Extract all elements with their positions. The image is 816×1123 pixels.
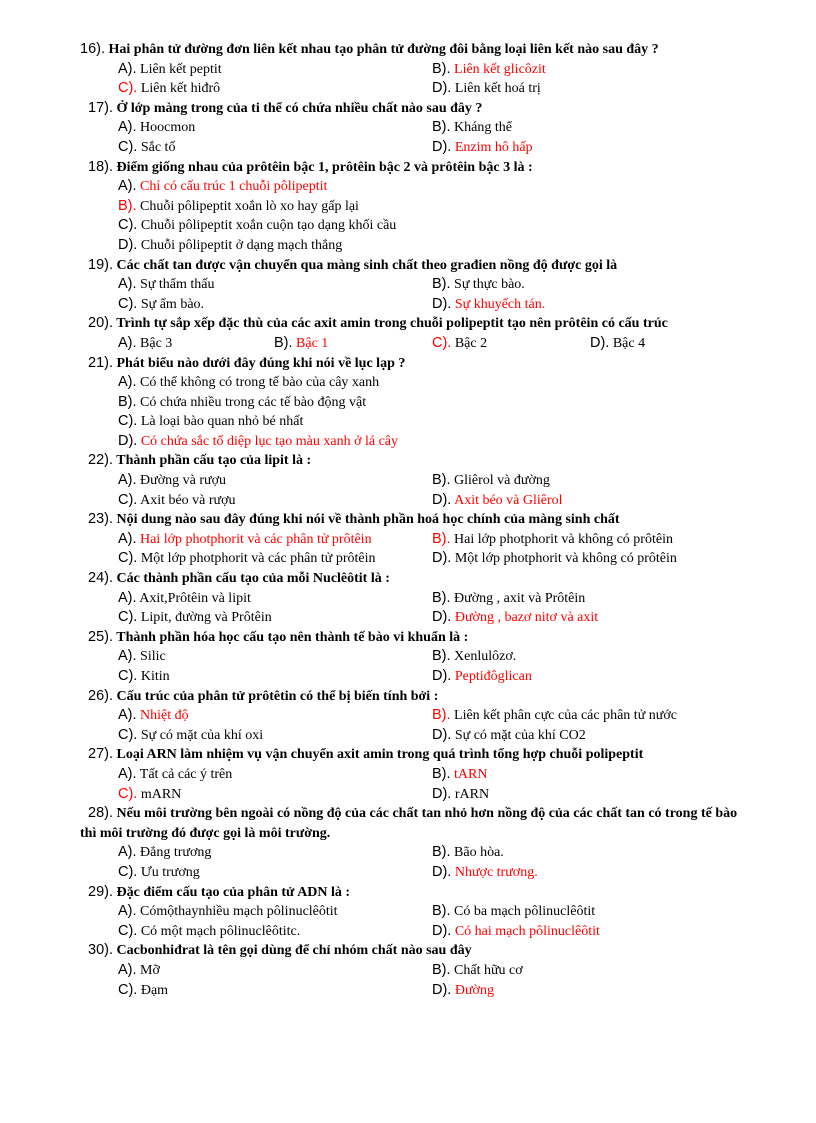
option-c[interactable]: C). Có một mạch pôlinuclêôtitc. <box>118 922 301 939</box>
option-row <box>0 647 816 667</box>
option-row <box>0 432 816 452</box>
option-d-answer[interactable]: D). Peptiđôglican <box>432 668 532 684</box>
option-b[interactable]: B). Liên kết phân cực của các phân tử nước <box>432 707 677 724</box>
option-row <box>0 667 816 687</box>
question-20: 20). Trình tự sắp xếp đặc thù của các axit amin trong chuỗi polipeptit tạo nên prôtêin có cấu trúc <box>88 315 668 332</box>
option-a-answer[interactable]: A). Hai lớp photphorit và các phân tử prôtêin <box>118 530 372 547</box>
question-text: Các chất tan được vận chuyển qua màng sinh chất theo građien nồng độ được gọi là <box>116 257 618 273</box>
question-text: Ở lớp màng trong của ti thể có chứa nhiều chất nào sau đây ? <box>116 100 483 116</box>
question-text: Trình tự sắp xếp đặc thù của các axit amin trong chuỗi polipeptit tạo nên prôtêin có cấu trúc <box>116 316 668 332</box>
question-text: Nội dung nào sau đây đúng khi nói về thành phần hoá học chính của màng sinh chất <box>116 512 620 528</box>
option-row <box>0 471 816 491</box>
option-a[interactable]: A). Bậc 3 <box>118 334 173 351</box>
question-text: Loại ARN làm nhiệm vụ vận chuyển axit amin trong quá trình tổng hợp chuỗi polipeptit <box>116 747 644 763</box>
option-row <box>0 236 816 256</box>
option-b[interactable]: B). Xenlulôzơ. <box>432 648 517 665</box>
option-c[interactable]: C). Kitin <box>118 668 170 684</box>
option-b-answer[interactable]: B). Liên kết glicôzit <box>432 60 546 77</box>
option-row <box>0 785 816 805</box>
question-text: Hai phân tử đường đơn liên kết nhau tạo phân tử đường đôi bằng loại liên kết nào sau đây ? <box>108 42 659 57</box>
question-28: 28). Nếu môi trường bên ngoài có nồng độ của các chất tan nhỏ hơn nồng độ của các chất tan có trong tế bào thì môi trường đó được gọi là môi trường. <box>80 805 738 841</box>
option-row <box>0 197 816 217</box>
option-row <box>0 706 816 726</box>
option-row <box>0 216 816 236</box>
option-row <box>0 726 816 746</box>
question-16: 16). Hai phân tử đường đơn liên kết nhau tạo phân tử đường đôi bằng loại liên kết nào sau đây ? <box>80 41 659 57</box>
option-d-answer[interactable]: D). Nhược trương. <box>432 863 538 880</box>
option-a[interactable]: A). Liên kết peptit <box>118 60 222 77</box>
option-a[interactable]: A). Hoocmon <box>118 119 196 136</box>
option-c[interactable]: C). Một lớp photphorit và các phân tử prôtêin <box>118 550 376 567</box>
option-d[interactable]: D). Một lớp photphorit và không có prôtêin <box>432 550 677 567</box>
option-c[interactable]: C). Bậc 2 <box>432 334 488 351</box>
option-d-answer[interactable]: D). Có chứa sắc tố diệp lục tạo màu xanh ở lá cây <box>118 432 399 449</box>
question-text: Thành phần hóa học cấu tạo nên thành tế bào vi khuẩn là : <box>116 629 469 645</box>
option-c[interactable]: C). Sự ẩm bào. <box>118 295 205 312</box>
option-row <box>0 843 816 863</box>
option-a[interactable]: A). Mỡ <box>118 961 160 978</box>
option-d-answer[interactable]: D). Có hai mạch pôlinuclêôtit <box>432 922 600 939</box>
question-22: 22). Thành phần cấu tạo của lipit là : <box>88 452 312 469</box>
option-b[interactable]: B). Có ba mạch pôlinuclêôtit <box>432 903 596 920</box>
option-row <box>0 275 816 295</box>
option-b[interactable]: B). Có chứa nhiều trong các tế bào động vật <box>118 393 367 410</box>
option-c[interactable]: C). Sắc tố <box>118 138 176 155</box>
option-a-answer[interactable]: A). Nhiệt độ <box>118 707 189 724</box>
option-row <box>0 373 816 393</box>
question-29: 29). Đặc điểm cấu tạo của phân tử ADN là : <box>88 883 351 900</box>
option-c[interactable]: C). Chuỗi pôlipeptit xoắn cuộn tạo dạng khối cầu <box>118 217 397 234</box>
option-a[interactable]: A). Đường và rượu <box>118 472 226 489</box>
question-text: Nếu môi trường bên ngoài có nồng độ của các chất tan nhỏ hơn nồng độ của các chất tan có trong tế bào thì môi trường đó được gọi là môi trường. <box>80 806 738 841</box>
option-b-answer[interactable]: B). tARN <box>432 765 488 782</box>
question-24: 24). Các thành phần cấu tạo của mỗi Nuclêôtit là : <box>88 570 390 587</box>
option-d[interactable]: D). Liên kết hoá trị <box>432 80 541 97</box>
option-c[interactable]: C). Đạm <box>118 981 169 998</box>
question-19: 19). Các chất tan được vận chuyển qua màng sinh chất theo građien nồng độ được gọi là <box>88 256 618 273</box>
option-b[interactable]: B). Sự thực bào. <box>432 276 525 293</box>
option-b[interactable]: B). Đường , axit và Prôtêin <box>432 589 586 606</box>
option-row <box>0 922 816 942</box>
option-a[interactable]: A). Axit,Prôtêin và lipit <box>118 589 251 606</box>
option-row <box>0 981 816 1001</box>
question-text: Đặc điểm cấu tạo của phân tử ADN là : <box>116 884 351 900</box>
question-26: 26). Cấu trúc của phân tử prôtêtin có thể bị biến tính bởi : <box>88 687 439 704</box>
option-c[interactable]: C). Lipit, đường và Prôtêin <box>118 609 272 626</box>
option-row <box>0 608 816 628</box>
option-row <box>0 902 816 922</box>
question-text: Điểm giống nhau của prôtêin bậc 1, prôtêin bậc 2 và prôtêin bậc 3 là : <box>116 159 533 175</box>
option-row <box>0 589 816 609</box>
option-c[interactable]: C). mARN <box>118 785 182 802</box>
option-d-answer[interactable]: D). Sự khuyếch tán. <box>432 295 546 312</box>
quiz-page <box>0 40 816 1000</box>
option-row <box>0 334 816 354</box>
option-a[interactable]: A). Sự thẩm thấu <box>118 276 215 293</box>
option-row <box>0 491 816 511</box>
option-d-answer[interactable]: D). Đường , bazơ nitơ và axit <box>432 609 599 626</box>
option-c[interactable]: C). Là loại bào quan nhỏ bé nhất <box>118 413 304 430</box>
option-d-answer[interactable]: D). Axit béo và Gliêrol <box>432 491 563 508</box>
option-b[interactable]: B). Hai lớp photphorit và không có prôtêin <box>432 530 673 547</box>
option-row <box>0 549 816 569</box>
option-b[interactable]: B). Bão hòa. <box>432 844 504 861</box>
option-row <box>0 177 816 197</box>
option-row <box>0 863 816 883</box>
option-b-answer[interactable]: B). Bậc 1 <box>274 334 329 351</box>
option-b[interactable]: B). Kháng thể <box>432 119 512 136</box>
option-row <box>0 118 816 138</box>
option-a[interactable]: A). Silic <box>118 648 166 665</box>
option-c[interactable]: C). Ưu trương <box>118 863 200 880</box>
option-row <box>0 393 816 413</box>
option-d-answer[interactable]: D). Đường <box>432 981 494 998</box>
question-18: 18). Điểm giống nhau của prôtêin bậc 1, prôtêin bậc 2 và prôtêin bậc 3 là : <box>88 158 533 175</box>
option-d[interactable]: D). Chuỗi pôlipeptit ở dạng mạch thẳng <box>118 236 343 253</box>
option-d[interactable]: D). Bậc 4 <box>590 334 646 351</box>
option-a[interactable]: A). Đẳng trương <box>118 844 212 861</box>
option-row <box>0 412 816 432</box>
question-text: Các thành phần cấu tạo của mỗi Nuclêôtit là : <box>116 571 390 587</box>
question-text: Cacbonhiđrat là tên gọi dùng để chỉ nhóm chất nào sau đây <box>116 943 472 959</box>
option-d[interactable]: D). rARN <box>432 785 490 802</box>
option-d-answer[interactable]: D). Enzim hô hấp <box>432 138 533 155</box>
question-text: Phát biểu nào dưới đây đúng khi nói về lục lạp ? <box>116 355 406 371</box>
option-c[interactable]: C). Axit béo và rượu <box>118 491 236 508</box>
option-a[interactable]: A). Tất cả các ý trên <box>118 765 233 782</box>
option-a[interactable]: A). Cómộthaynhiều mạch pôlinuclêôtit <box>118 903 338 920</box>
question-text: Thành phần cấu tạo của lipit là : <box>116 453 312 469</box>
question-23: 23). Nội dung nào sau đây đúng khi nói về thành phần hoá học chính của màng sinh chất <box>88 511 620 528</box>
question-21: 21). Phát biểu nào dưới đây đúng khi nói về lục lạp ? <box>88 354 406 371</box>
option-row <box>0 295 816 315</box>
option-d[interactable]: D). Sự có mặt của khí CO2 <box>432 726 586 743</box>
option-row <box>0 961 816 981</box>
question-17: 17). Ở lớp màng trong của ti thể có chứa nhiều chất nào sau đây ? <box>88 99 483 116</box>
question-text: Cấu trúc của phân tử prôtêtin có thể bị biến tính bởi : <box>116 688 439 704</box>
option-a-answer[interactable]: A). Chỉ có cấu trúc 1 chuỗi pôlipeptit <box>118 178 328 195</box>
option-row <box>0 79 816 99</box>
question-25: 25). Thành phần hóa học cấu tạo nên thành tế bào vi khuẩn là : <box>88 628 469 645</box>
option-b[interactable]: B). Chất hữu cơ <box>432 961 523 978</box>
question-30: 30). Cacbonhiđrat là tên gọi dùng để chỉ nhóm chất nào sau đây <box>88 942 472 959</box>
option-b[interactable]: B). Chuỗi pôlipeptit xoắn lò xo hay gấp lại <box>118 197 359 214</box>
option-row <box>0 765 816 785</box>
option-row <box>0 60 816 80</box>
option-a[interactable]: A). Có thể không có trong tế bào của cây xanh <box>118 374 380 391</box>
question-27: 27). Loại ARN làm nhiệm vụ vận chuyển axit amin trong quá trình tổng hợp chuỗi polipeptit <box>88 746 644 763</box>
option-b[interactable]: B). Gliêrol và đường <box>432 472 550 489</box>
option-c[interactable]: C). Sự có mặt của khí oxi <box>118 726 264 743</box>
option-c[interactable]: C). Liên kết hiđrô <box>118 80 221 97</box>
option-row <box>0 138 816 158</box>
option-row <box>0 530 816 550</box>
